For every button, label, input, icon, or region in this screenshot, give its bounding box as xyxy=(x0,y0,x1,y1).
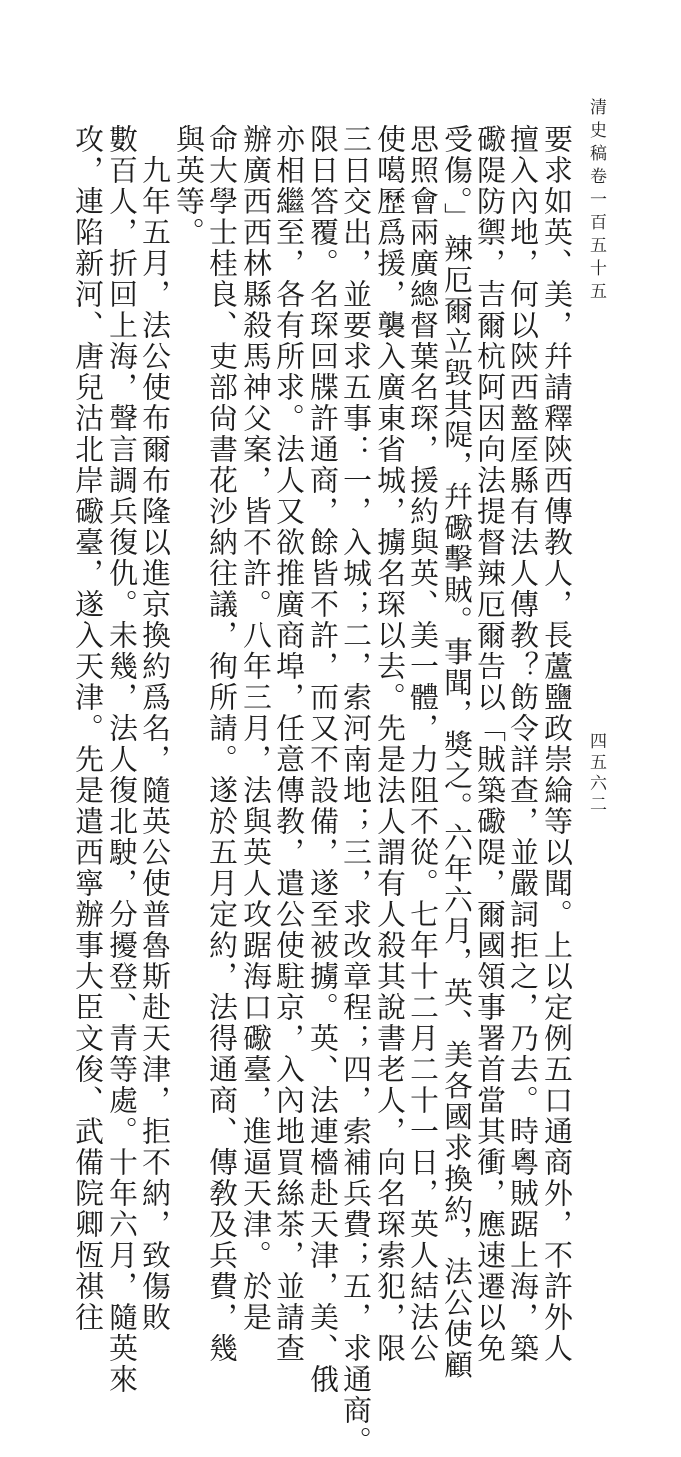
text-column: 攻，連陷新河、唐兒沽北岸礮臺，遂入天津。先是遣西寧辦事大臣文俊、武備院卿恆祺往 xyxy=(71,124,105,1333)
text-column: 三日交出，並要求五事：一，入城；二，索河南地；三，求改章程；四，索補兵費；五，求通商。 xyxy=(339,124,373,1457)
text-column: 辦廣西西林縣殺馬神父案，皆不許。八年三月，法與英人攻踞海口礮臺，進逼天津。於是 xyxy=(239,124,273,1333)
text-column: 限日答覆。名琛回牒許通商，餘皆不許，而又不設備，遂至被擄。英、法連檣赴天津，美、俄 xyxy=(306,124,340,1395)
text-column: 亦相繼至，各有所求。法人又欲推廣商埠，任意傳教，遣公使駐京，入內地買絲茶，並請查 xyxy=(272,124,306,1364)
text-column: 礮隄防禦，吉爾杭阿因向法提督辣厄爾告以「賊築礮隄，爾國領事署首當其衝，應速遷以免 xyxy=(473,124,507,1364)
text-column: 與英等。 xyxy=(172,124,206,248)
page-number: 四五六二 xyxy=(586,732,606,816)
text-column: 使噶歷爲援，襲入廣東省城，擄名琛以去。先是法人謂有人殺其說書老人，向名琛索犯，限 xyxy=(373,124,407,1364)
text-column: 數百人，折回上海，聲言調兵復仇。未幾，法人復北駛，分擾登、青等處。十年六月，隨英來 xyxy=(105,124,139,1395)
book-title-header: 清史稿卷一百五十五 xyxy=(586,98,606,305)
text-column: 擅入內地，何以陝西盩厔縣有法人傳教？飭令詳查，並嚴詞拒之，乃去。時粵賊踞上海，築 xyxy=(506,124,540,1364)
text-column: 命大學士桂良、吏部尙書花沙納往議，徇所請。遂於五月定約，法得通商、傳敎及兵費，幾 xyxy=(205,124,239,1364)
text-column: 思照會兩廣總督葉名琛，援約與英、美一體，力阻不從。七年十二月二十一日，英人結法公 xyxy=(406,124,440,1364)
text-column: 受傷。」辣厄爾立毀其隄，幷礮擊賊。事聞，獎之。六年六月，英、美各國求換約，法公使顧 xyxy=(440,124,474,1381)
text-column: 要求如英、美，幷請釋陝西傳教人，長蘆鹽政崇綸等以聞。上以定例五口通商外，不許外人 xyxy=(540,124,574,1364)
text-column: 九年五月，法公使布爾布隆以進京換約爲名，隨英公使普魯斯赴天津，拒不納，致傷敗 xyxy=(138,124,172,1333)
